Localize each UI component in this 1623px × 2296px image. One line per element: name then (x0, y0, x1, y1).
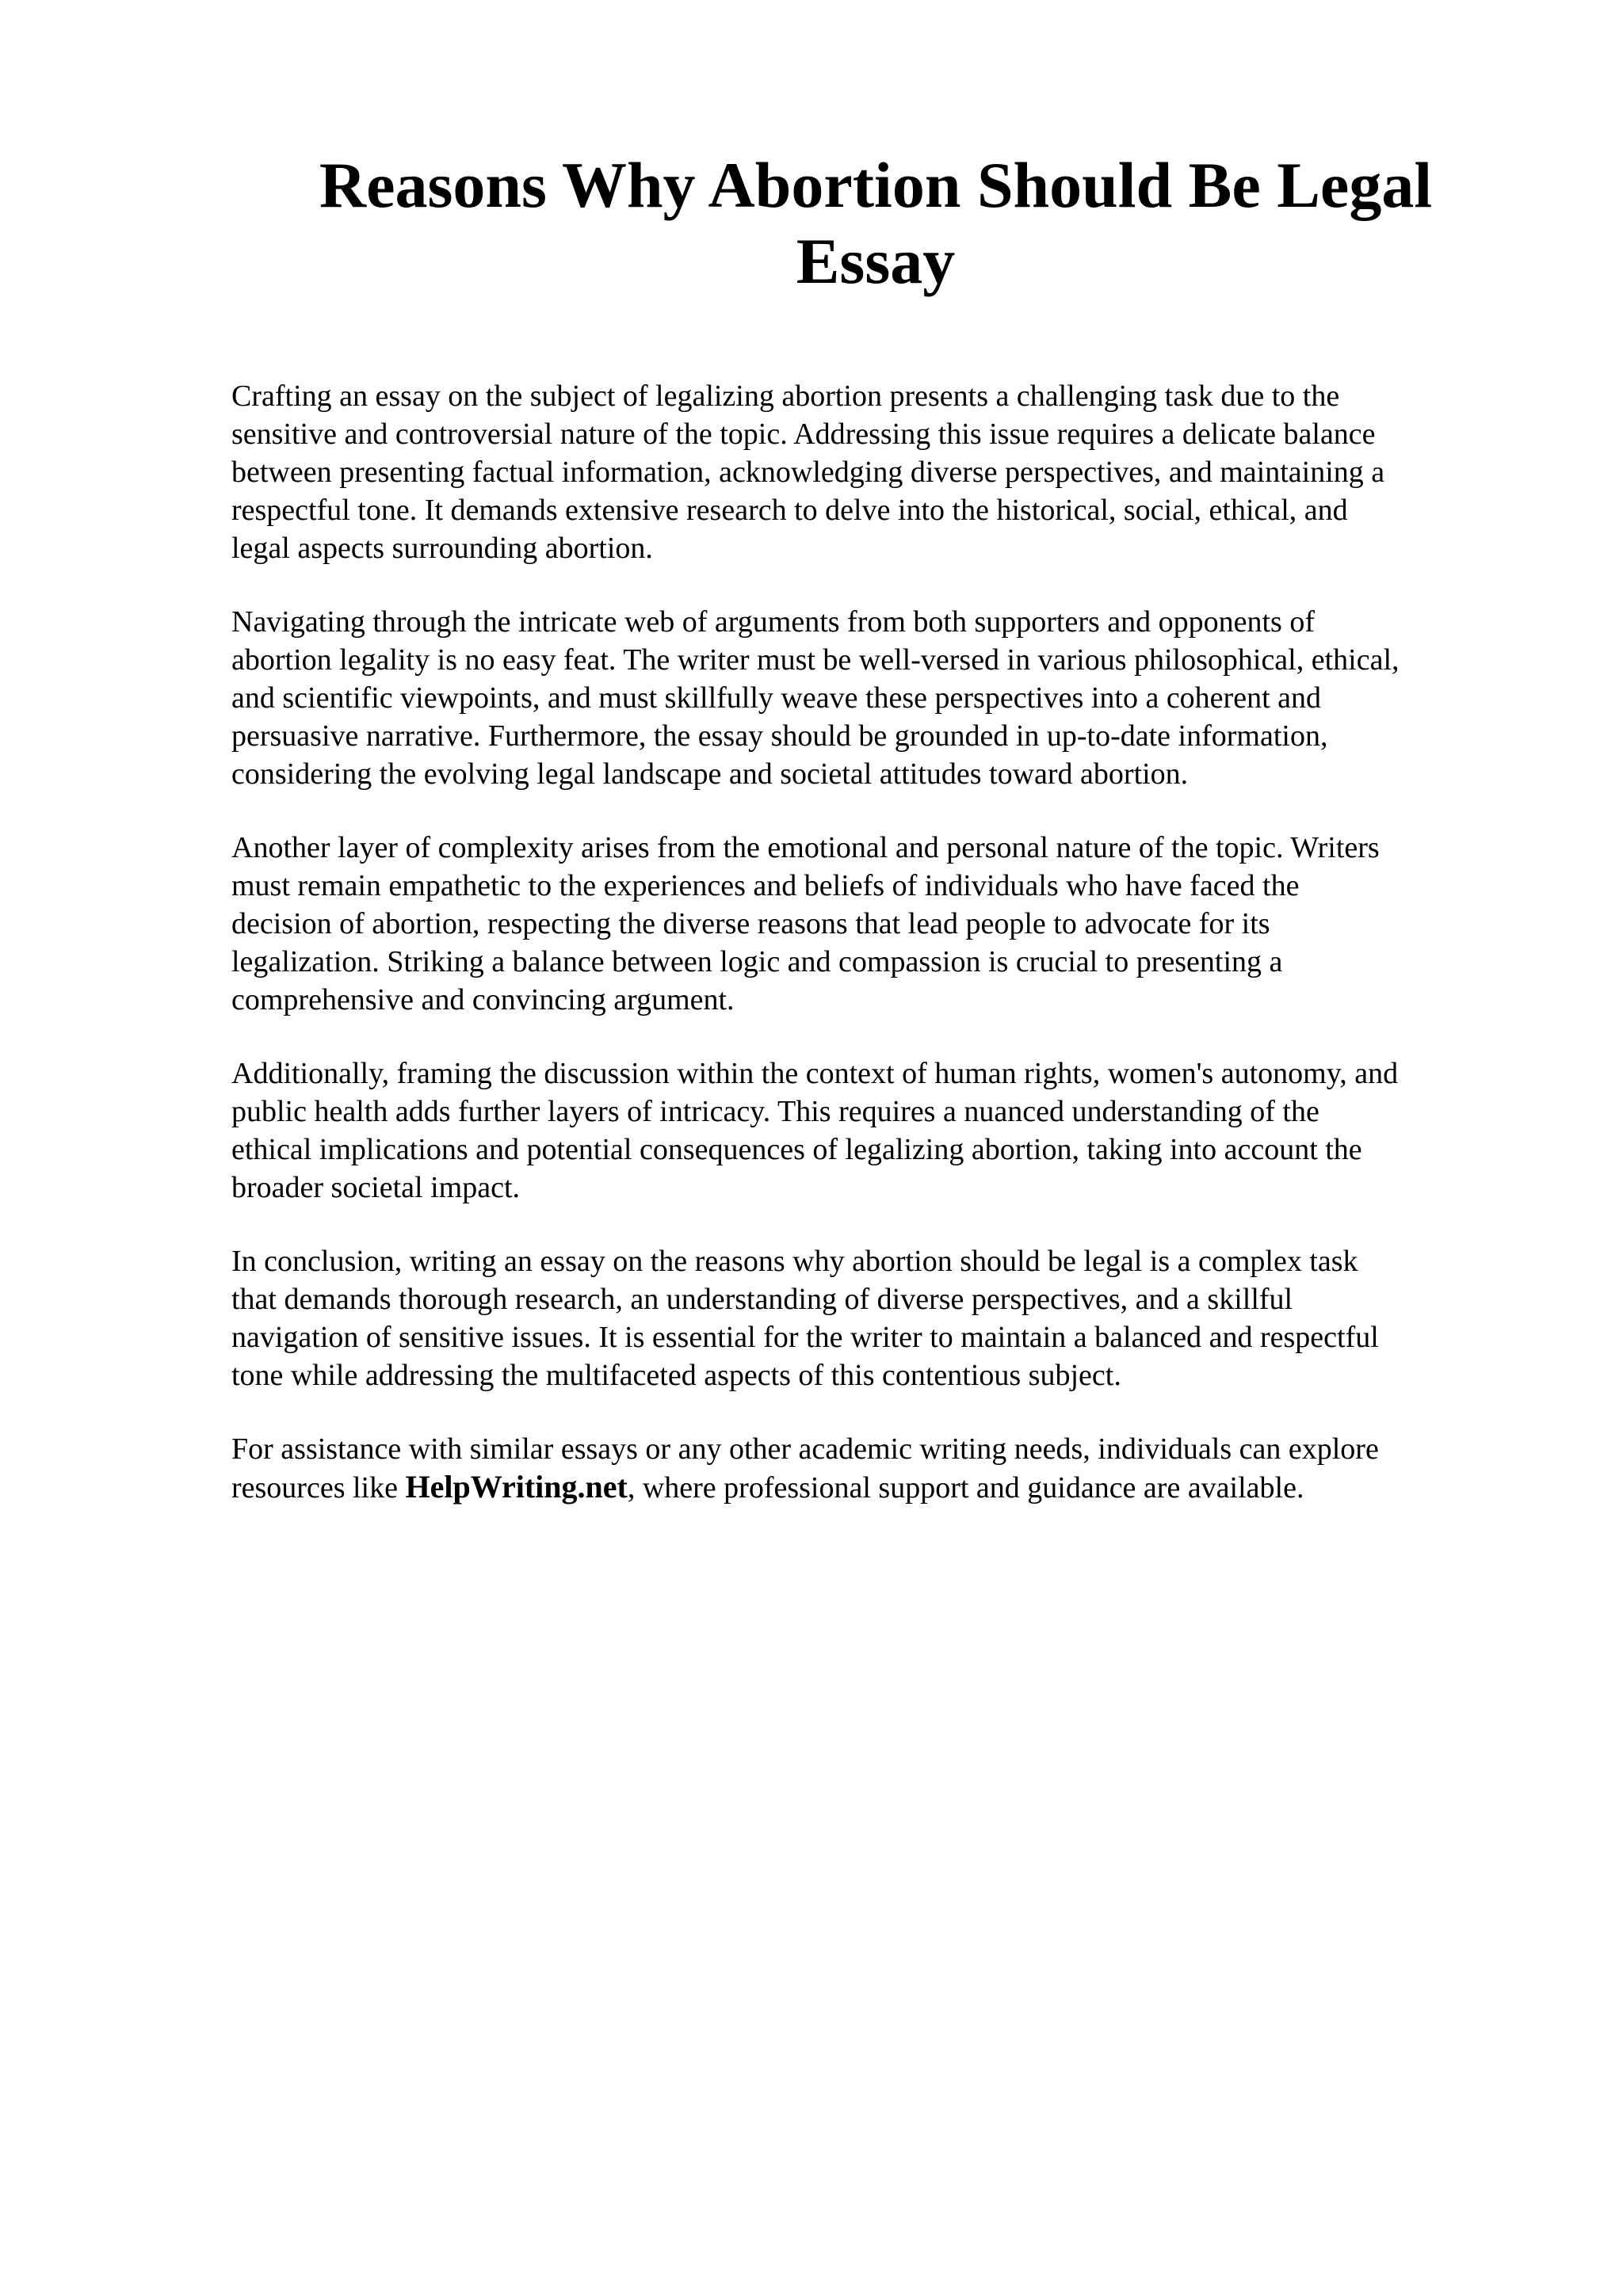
paragraph-line: and scientific viewpoints, and must skillfully weave these perspectives into a coherent and (231, 681, 1321, 715)
paragraph-1 (231, 377, 1517, 567)
essay-body (231, 377, 1517, 1543)
paragraph-line: broader societal impact. (231, 1171, 521, 1204)
paragraph-line: For assistance with similar essays or any other academic writing needs, individuals can explore (231, 1432, 1379, 1466)
paragraph-line: sensitive and controversial nature of the topic. Addressing this issue requires a delicate balance (231, 418, 1376, 451)
title-line-1: Reasons Why Abortion Should Be Legal (319, 149, 1433, 221)
paragraph-line: navigation of sensitive issues. It is essential for the writer to maintain a balanced and respectful (231, 1321, 1379, 1354)
paragraph-line: public health adds further layers of intricacy. This requires a nuanced understanding of the (231, 1095, 1319, 1128)
closing-paragraph (231, 1430, 1517, 1507)
paragraph-line (231, 1468, 1517, 1507)
paragraph-line: Another layer of complexity arises from the emotional and personal nature of the topic. Writers (231, 831, 1380, 864)
paragraph-line: legalization. Striking a balance between logic and compassion is crucial to presenting a (231, 945, 1283, 978)
paragraph-line: comprehensive and convincing argument. (231, 983, 735, 1016)
paragraph-line: tone while addressing the multifaceted aspects of this contentious subject. (231, 1359, 1121, 1392)
paragraph-line: ethical implications and potential consequences of legalizing abortion, taking into account the (231, 1133, 1362, 1166)
paragraph-line: respectful tone. It demands extensive research to delve into the historical, social, ethical, and (231, 494, 1348, 527)
paragraph-line: legal aspects surrounding abortion. (231, 532, 653, 565)
paragraph-line: must remain empathetic to the experiences and beliefs of individuals who have faced the (231, 869, 1300, 902)
paragraph-5 (231, 1242, 1517, 1394)
paragraph-4 (231, 1055, 1517, 1207)
closing-text-after-link: , where professional support and guidance are available. (627, 1471, 1304, 1505)
paragraph-line: between presenting factual information, acknowledging diverse perspectives, and maintaining a (231, 456, 1385, 489)
paragraph-line: decision of abortion, respecting the diverse reasons that lead people to advocate for its (231, 907, 1270, 940)
paragraph-line: In conclusion, writing an essay on the reasons why abortion should be legal is a complex task (231, 1245, 1358, 1278)
paragraph-line: abortion legality is no easy feat. The writer must be well-versed in various philosophical, ethical, (231, 643, 1400, 677)
page-title (262, 147, 1490, 299)
closing-text-before-link: resources like (231, 1471, 406, 1505)
paragraph-line: Navigating through the intricate web of arguments from both supporters and opponents of (231, 605, 1315, 639)
title-line-2: Essay (796, 225, 956, 297)
paragraph-line: that demands thorough research, an understanding of diverse perspectives, and a skillful (231, 1283, 1293, 1316)
helpwriting-link[interactable]: HelpWriting.net (405, 1469, 628, 1505)
paragraph-3 (231, 829, 1517, 1019)
paragraph-line: considering the evolving legal landscape and societal attitudes toward abortion. (231, 757, 1189, 791)
paragraph-2 (231, 603, 1517, 793)
paragraph-line: Additionally, framing the discussion within the context of human rights, women's autonomy, and (231, 1057, 1399, 1090)
paragraph-line: persuasive narrative. Furthermore, the essay should be grounded in up-to-date information, (231, 719, 1328, 753)
paragraph-line: Crafting an essay on the subject of legalizing abortion presents a challenging task due to the (231, 379, 1340, 413)
